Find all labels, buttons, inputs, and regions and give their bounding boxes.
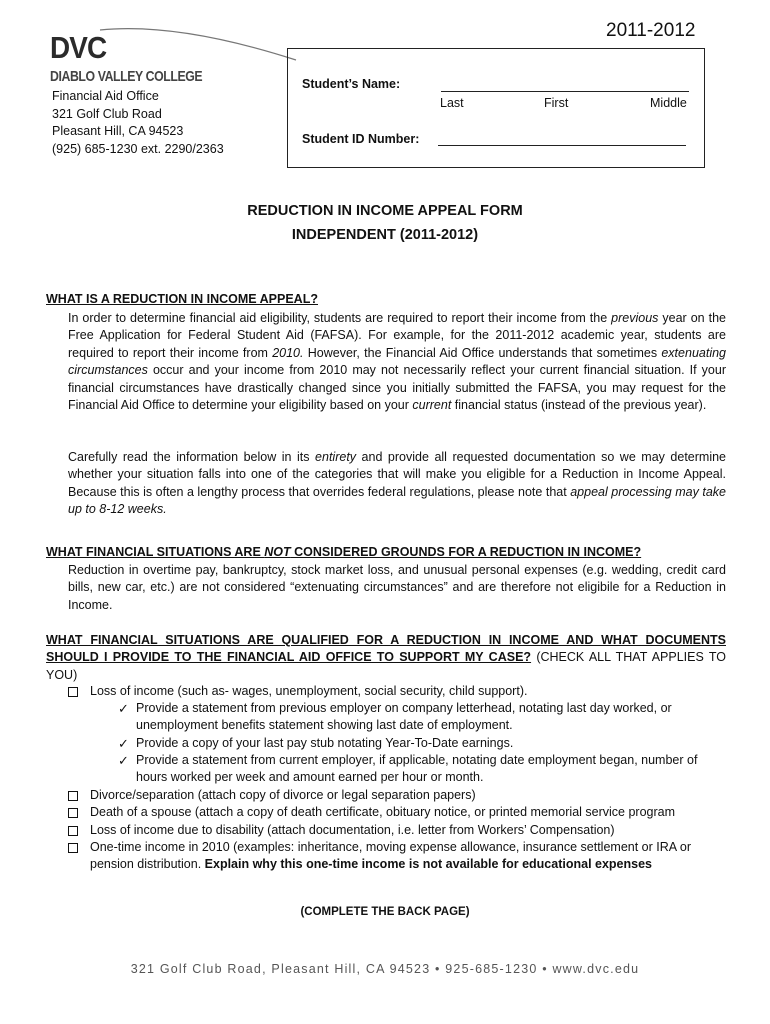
checkmark-icon: ✓ (118, 753, 129, 768)
checkbox-icon[interactable] (68, 826, 78, 836)
section-heading-not-grounds: WHAT FINANCIAL SITUATIONS ARE NOT CONSIDERED GROUNDS FOR A REDUCTION IN INCOME? (46, 545, 642, 559)
section-heading-what-is: WHAT IS A REDUCTION IN INCOME APPEAL? (46, 292, 318, 306)
form-subtitle: INDEPENDENT (2011-2012) (291, 227, 479, 243)
name-middle-label: Middle (650, 96, 687, 110)
intro-paragraph: In order to determine financial aid eligibility, students are required to report their income from the previous year on the Free Application for Federal Student Aid (FAFSA). For example, for the 2011-2012 academic year, students are required to report their income from 2010. However, the Financial Aid Office understands that sometimes extenuating circumstances occur and your income from 2010 may not necessarily reflect your current financial situation. If your financial circumstances have drastically changed since you initially submitted the FAFSA, you may request for the Financial Aid Office to determine your eligibility based on your current financial status (instead of the previous year). (68, 311, 726, 413)
sub-item-employer-statement: ✓ Provide a statement from previous employer on company letterhead, notating last day worked, or unemployment benefits statement showing last date of employment. (118, 701, 672, 733)
checklist-item-one-time-income[interactable]: One-time income in 2010 (examples: inheritance, moving expense allowance, insurance settlement or IRA or pension distribution. Explain why this one-time income is not available for educational expenses (68, 839, 728, 875)
student-id-label: Student ID Number: (302, 132, 420, 146)
office-phone: (925) 685-1230 ext. 2290/2363 (52, 142, 224, 156)
student-name-field[interactable] (441, 91, 689, 92)
office-street: 321 Golf Club Road (52, 107, 162, 121)
name-first-label: First (544, 96, 569, 110)
student-id-field[interactable] (438, 145, 686, 146)
instructions-paragraph: Carefully read the information below in its entirety and provide all requested documentation so we may determine whether your situation falls into one of the categories that will make you eligible for a Reduction in Income Appeal. Because this is often a lengthy process that overrides federal regulations, please note that appeal processing may take up to 8-12 weeks. (68, 450, 727, 517)
college-name: DIABLO VALLEY COLLEGE (50, 68, 203, 85)
checkmark-icon: ✓ (118, 736, 129, 751)
page-footer: 321 Golf Club Road, Pleasant Hill, CA 94523 • 925-685-1230 • www.dvc.edu (130, 962, 640, 976)
checkbox-icon[interactable] (68, 843, 78, 853)
student-info-box (287, 48, 705, 168)
section-heading-qualified: WHAT FINANCIAL SITUATIONS ARE QUALIFIED FOR A REDUCTION IN INCOME AND WHAT DOCUMENTS SHOULD I PROVIDE TO THE FINANCIAL AID OFFICE TO SUPPORT MY CASE? (CHECK ALL THAT APPLIES TO YOU) (46, 633, 726, 682)
checkmark-icon: ✓ (118, 701, 129, 716)
name-last-label: Last (440, 96, 464, 110)
checkbox-icon[interactable] (68, 808, 78, 818)
checkbox-icon[interactable] (68, 687, 78, 697)
student-name-label: Student’s Name: (302, 77, 401, 91)
form-year: 2011-2012 (606, 20, 696, 41)
not-grounds-paragraph: Reduction in overtime pay, bankruptcy, stock market loss, and unusual personal expenses (e.g. wedding, credit card bills, new car, etc.) are not considered “extenuating circumstances” and are therefore not eligibile for a Reduction in Income. (68, 563, 726, 612)
office-name: Financial Aid Office (52, 89, 159, 103)
college-logo: DVC (50, 30, 107, 65)
sub-item-current-employer: ✓ Provide a statement from current employer, if applicable, notating date employment began, number of hours worked per week and amount earned per hour or month. (118, 753, 698, 785)
checkbox-icon[interactable] (68, 791, 78, 801)
form-title: REDUCTION IN INCOME APPEAL FORM (247, 203, 523, 219)
complete-back-page-note: (COMPLETE THE BACK PAGE) (300, 906, 470, 918)
office-city: Pleasant Hill, CA 94523 (52, 124, 184, 138)
